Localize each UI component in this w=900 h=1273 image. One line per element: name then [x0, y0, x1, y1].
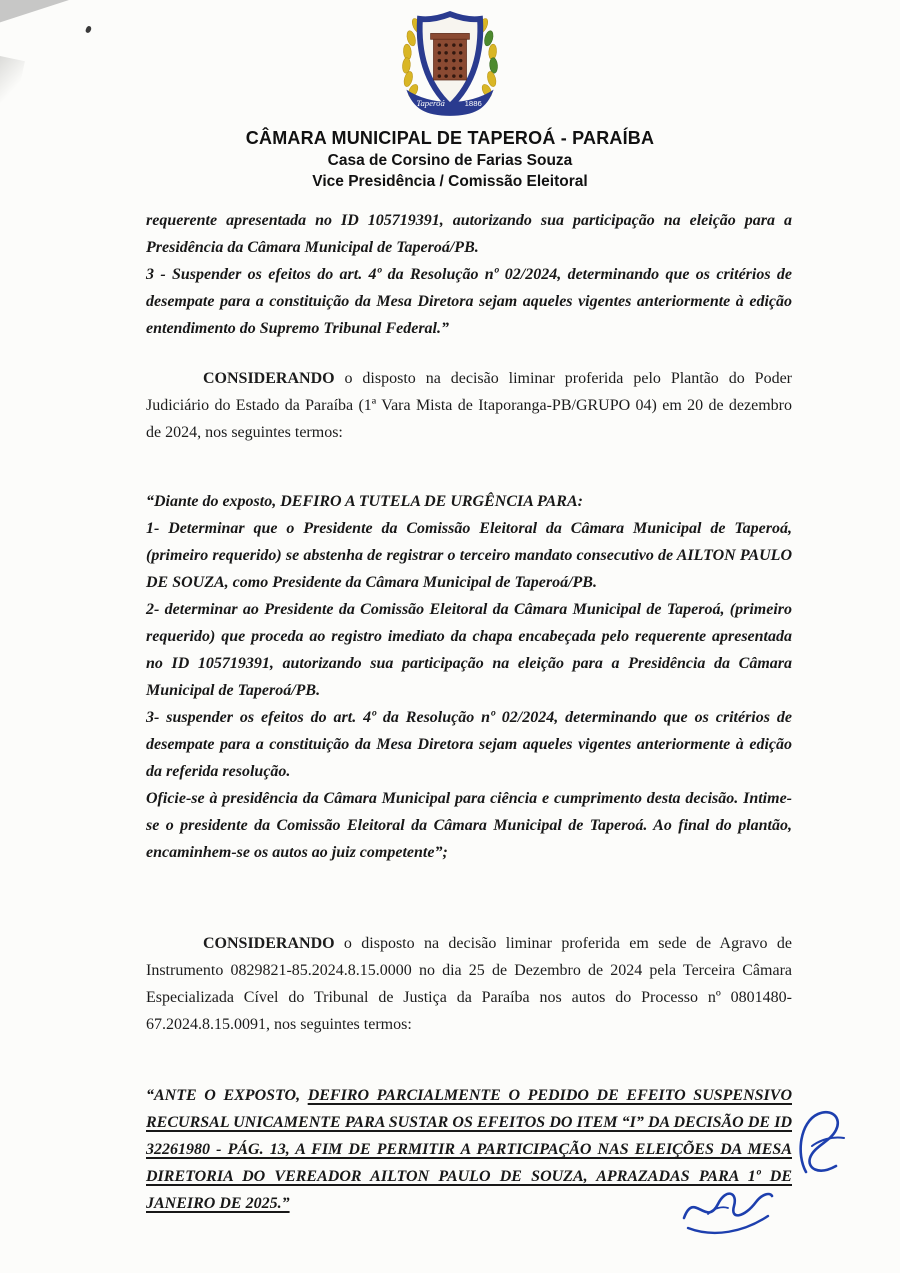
handwritten-signature-bottom-icon	[678, 1178, 778, 1242]
handwritten-signature-right-icon	[792, 1106, 860, 1186]
considerando-1-paragraph	[146, 365, 792, 446]
crest-building-icon	[431, 33, 470, 80]
quote-continuation-paragraph: requerente apresentada no ID 105719391, autorizando sua participação na eleição para a Presidência da Câmara Municipal de Taperoá/PB.	[146, 212, 792, 256]
decision-quote-closing: Oficie-se à presidência da Câmara Municipal para ciência e cumprimento desta decisão. Intime-se o presidente da Comissão Eleitoral da Câmara Municipal de Taperoá. Ao final do plantão, encaminhem-se os autos ao juiz competente”;	[146, 790, 792, 861]
quote-item-3-paragraph: 3 - Suspender os efeitos do art. 4º da Resolução nº 02/2024, determinando que os critérios de desempate para a constituição da Mesa Diretora sejam aqueles vigentes anteriormente à edição entendimento do Supremo Tribunal Federal.”	[146, 266, 792, 337]
header-subtitle-commission: Vice Presidência / Comissão Eleitoral	[312, 173, 588, 190]
considerando-1-lead: CONSIDERANDO	[203, 370, 335, 387]
crest-banner-right-text: 1886	[464, 99, 482, 109]
considerando-2-lead: CONSIDERANDO	[203, 935, 335, 952]
decision-quote-intro: “Diante do exposto, DEFIRO A TUTELA DE URGÊNCIA PARA:	[146, 493, 583, 510]
final-quote-lead: “ANTE O EXPOSTO,	[146, 1087, 308, 1104]
considerando-1-text: o disposto na decisão liminar proferida pelo Plantão do Poder Judiciário do Estado da Paraíba (1ª Vara Mista de Itaporanga-PB/GRUPO 04) em 20 de dezembro de 2024, nos seguintes termos:	[146, 370, 792, 441]
header-subtitle-house: Casa de Corsino de Farias Souza	[327, 152, 573, 169]
page-title: CÂMARA MUNICIPAL DE TAPEROÁ - PARAÍBA	[245, 128, 655, 148]
document-body	[0, 191, 900, 1217]
decision-quote-item-3: 3- suspender os efeitos do art. 4º da Resolução nº 02/2024, determinando que os critérios de desempate para a constituição da Mesa Diretora sejam aqueles vigentes anteriormente à edição da referida resolução.	[146, 709, 792, 780]
document-header	[0, 0, 900, 191]
crest-banner-left-text: Taperoá	[416, 98, 445, 109]
considerando-2-text: o disposto na decisão liminar proferida em sede de Agravo de Instrumento 0829821-85.2024.8.15.0000 no dia 25 de Dezembro de 2024 pela Terceira Câmara Especializada Cível do Tribunal de Justiça da Paraíba nos autos do Processo nº 0801480-67.2024.8.15.0091, nos seguintes termos:	[146, 935, 792, 1033]
municipal-crest-icon	[387, 8, 513, 120]
considerando-2-paragraph	[146, 930, 792, 1038]
final-quote-underlined-text: DEFIRO PARCIALMENTE O PEDIDO DE EFEITO SUSPENSIVO RECURSAL UNICAMENTE PARA SUSTAR OS EFEITOS DO ITEM “I” DA DECISÃO DE ID 32261980 - PÁG. 13, A FIM DE PERMITIR A PARTICIPAÇÃO NAS ELEIÇÕES DA MESA DIRETORIA DO VEREADOR AILTON PAULO DE SOUZA, APRAZADAS PARA 1º DE JANEIRO DE 2025.”	[146, 1087, 792, 1212]
decision-quote-item-1: 1- Determinar que o Presidente da Comissão Eleitoral da Câmara Municipal de Taperoá, (primeiro requerido) se abstenha de registrar o terceiro mandato consecutivo de AILTON PAULO DE SOUZA, como Presidente da Câmara Municipal de Taperoá/PB.	[146, 520, 792, 591]
decision-quote-item-2: 2- determinar ao Presidente da Comissão Eleitoral da Câmara Municipal de Taperoá, (primeiro requerido) que proceda ao registro imediato da chapa encabeçada pelo requerente apresentada no ID 105719391, autorizando sua participação na eleição para a Presidência da Câmara Municipal de Taperoá/PB.	[146, 601, 792, 699]
